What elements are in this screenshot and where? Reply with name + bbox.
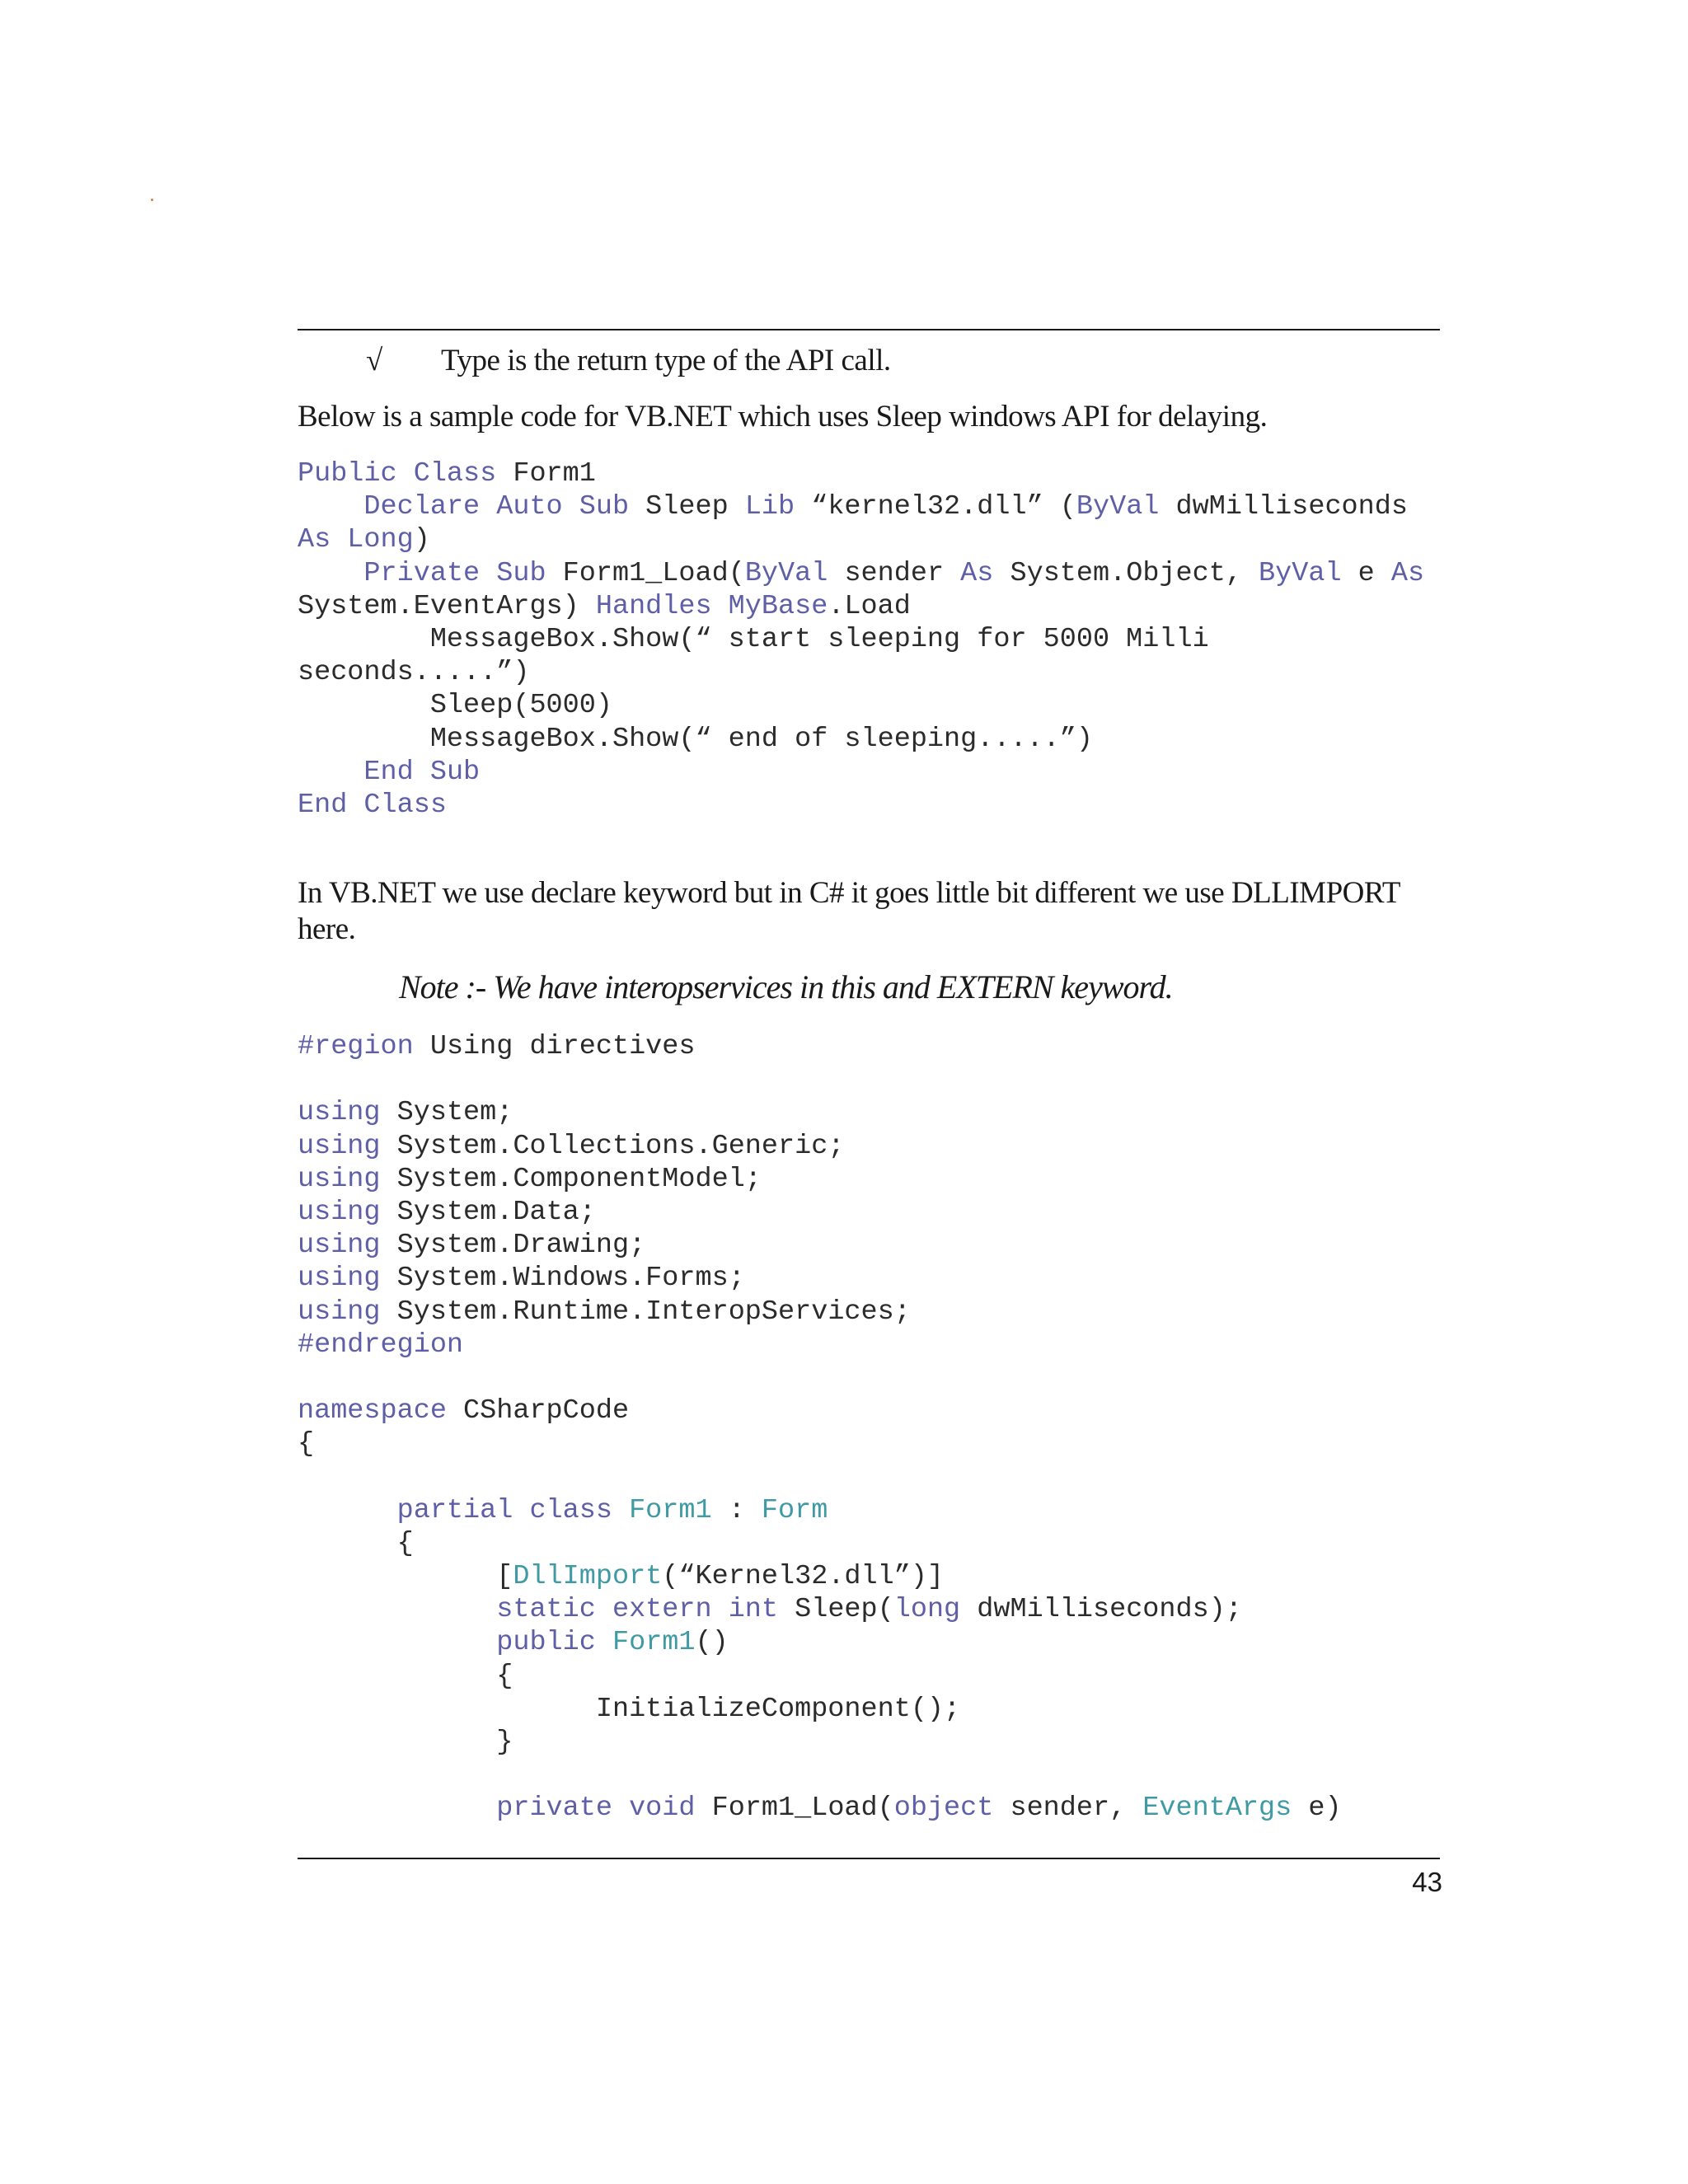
vb-code-line	[298, 590, 1451, 623]
code-keyword: using	[298, 1296, 381, 1328]
code-text: System.Object,	[993, 557, 1259, 589]
code-text: (“Kernel32.dll”)]	[662, 1561, 945, 1592]
code-text: }	[298, 1726, 513, 1758]
cs-code-line	[298, 1626, 1451, 1659]
code-text: .Load	[828, 590, 911, 622]
code-keyword: Handles MyBase	[595, 590, 828, 622]
code-keyword: using	[298, 1263, 381, 1295]
code-text: Form1	[496, 458, 596, 490]
code-text: System.Drawing;	[380, 1230, 646, 1262]
code-text: dwMilliseconds);	[960, 1594, 1242, 1626]
code-keyword: using	[298, 1196, 381, 1228]
code-keyword: As Long	[298, 524, 414, 556]
code-keyword: object	[893, 1793, 994, 1825]
cs-code-line	[298, 1063, 1451, 1096]
code-text: System;	[380, 1097, 513, 1129]
code-text: dwMilliseconds	[1159, 491, 1408, 523]
code-keyword: private void	[496, 1793, 696, 1825]
code-text: e	[1341, 557, 1391, 589]
vb-code-line	[298, 789, 1451, 822]
code-text	[298, 1793, 496, 1824]
code-text: Using directives	[413, 1031, 696, 1062]
code-keyword: using	[298, 1097, 381, 1129]
cs-code-line	[298, 1593, 1451, 1626]
code-type-name: Form	[761, 1494, 828, 1526]
code-text	[298, 491, 363, 523]
code-keyword: using	[298, 1230, 381, 1262]
code-keyword: public	[496, 1627, 596, 1659]
note-text: Note :- We have interopservices in this and EXTERN keyword.	[399, 968, 1173, 1005]
intro-paragraph: Below is a sample code for VB.NET which uses Sleep windows API for delaying.	[298, 400, 1268, 434]
code-type-name: DllImport	[513, 1561, 663, 1592]
check-mark-icon: √	[366, 344, 382, 377]
code-keyword: Lib	[744, 491, 795, 523]
code-text: InitializeComponent();	[298, 1693, 961, 1725]
cs-code-line	[298, 1361, 1451, 1394]
code-text: System.ComponentModel;	[380, 1163, 762, 1195]
cs-code-line	[298, 1196, 1451, 1229]
code-keyword: using	[298, 1130, 381, 1162]
code-text: seconds.....”)	[298, 657, 530, 689]
code-keyword: long	[893, 1594, 961, 1626]
cs-code-line	[298, 1560, 1451, 1593]
code-keyword: partial class	[396, 1494, 612, 1526]
cs-code-line	[298, 1759, 1451, 1792]
code-text: “kernel32.dll” (	[795, 491, 1076, 523]
code-text: System.EventArgs)	[298, 590, 596, 622]
code-keyword: ByVal	[744, 557, 828, 589]
bullet-item	[298, 343, 1440, 379]
code-text: sender	[828, 557, 961, 589]
code-text	[298, 1594, 496, 1625]
vb-code-line	[298, 523, 1451, 556]
cs-code-line	[298, 1096, 1451, 1129]
cs-code-line	[298, 1494, 1451, 1527]
vb-code-line	[298, 689, 1451, 722]
cs-code-line	[298, 1427, 1451, 1460]
code-text	[596, 1627, 612, 1658]
vb-code-line	[298, 656, 1451, 689]
code-text	[298, 757, 363, 788]
code-text: System.Runtime.InteropServices;	[380, 1296, 911, 1328]
code-text: System.Data;	[380, 1196, 596, 1228]
code-keyword: using	[298, 1163, 381, 1195]
code-type-name: Form1	[612, 1627, 696, 1659]
dllimport-paragraph: In VB.NET we use declare keyword but in C# it goes little bit different we use DLLIMPORT here.	[298, 876, 1400, 946]
code-keyword: As	[960, 557, 994, 589]
code-keyword: End Class	[298, 789, 447, 821]
code-keyword: As	[1390, 557, 1425, 589]
bullet-text: Type is the return type of the API call.	[441, 344, 891, 377]
scan-speck	[151, 199, 153, 201]
code-text	[298, 558, 363, 589]
cs-code-line	[298, 1163, 1451, 1196]
vb-code-line	[298, 490, 1451, 523]
cs-code-line	[298, 1262, 1451, 1295]
code-type-name: EventArgs	[1142, 1793, 1292, 1825]
cs-code-line	[298, 1660, 1451, 1693]
cs-code-line	[298, 1329, 1451, 1361]
code-text: CSharpCode	[446, 1395, 630, 1427]
cs-code-line	[298, 1693, 1451, 1726]
code-text: {	[298, 1428, 315, 1460]
code-text: )	[413, 524, 430, 556]
code-text: Sleep	[629, 491, 745, 523]
code-text	[298, 1627, 496, 1658]
cs-code-line	[298, 1460, 1451, 1493]
cs-code-line	[298, 1394, 1451, 1427]
cs-code-line	[298, 1726, 1451, 1759]
code-text: ()	[695, 1627, 729, 1659]
code-text: Form1_Load(	[695, 1793, 894, 1825]
code-text: {	[298, 1660, 513, 1692]
code-text: MessageBox.Show(“ end of sleeping.....”)	[298, 723, 1093, 755]
code-text: System.Collections.Generic;	[380, 1130, 845, 1162]
code-text: [	[298, 1561, 513, 1592]
code-keyword: Public Class	[298, 458, 497, 490]
page-number: 43	[1412, 1867, 1442, 1897]
code-keyword: ByVal	[1259, 557, 1342, 589]
vb-code-line	[298, 557, 1451, 590]
code-text: Form1_Load(	[546, 557, 745, 589]
code-keyword: ByVal	[1076, 491, 1160, 523]
code-text: System.Windows.Forms;	[380, 1263, 745, 1295]
code-type-name: Form1	[629, 1494, 712, 1526]
code-text	[298, 1495, 397, 1526]
code-keyword: #region	[298, 1031, 414, 1062]
code-text: sender,	[993, 1793, 1143, 1825]
cs-code-line	[298, 1527, 1451, 1560]
code-text: :	[711, 1494, 762, 1526]
vb-code-line	[298, 623, 1451, 656]
header-rule	[298, 329, 1440, 330]
cs-code-line	[298, 1229, 1451, 1262]
code-text: Sleep(	[778, 1594, 894, 1626]
code-keyword: End Sub	[363, 756, 481, 788]
vb-code-block	[298, 457, 1451, 822]
code-text: e)	[1292, 1793, 1342, 1825]
footer-rule	[298, 1858, 1440, 1859]
code-keyword: namespace	[298, 1395, 447, 1427]
code-text: MessageBox.Show(“ start sleeping for 5000 Milli	[298, 623, 1209, 655]
code-text: {	[298, 1527, 414, 1559]
code-keyword: Declare Auto Sub	[363, 491, 630, 523]
code-keyword: static extern int	[496, 1594, 779, 1626]
code-keyword: #endregion	[298, 1329, 464, 1361]
code-text	[612, 1495, 629, 1526]
csharp-code-block	[298, 1030, 1451, 1825]
vb-code-line	[298, 457, 1451, 490]
vb-code-line	[298, 723, 1451, 756]
code-text: Sleep(5000)	[298, 690, 612, 722]
cs-code-line	[298, 1130, 1451, 1163]
cs-code-line	[298, 1030, 1451, 1063]
cs-code-line	[298, 1296, 1451, 1329]
vb-code-line	[298, 756, 1451, 789]
cs-code-line	[298, 1792, 1451, 1825]
code-keyword: Private Sub	[363, 557, 546, 589]
